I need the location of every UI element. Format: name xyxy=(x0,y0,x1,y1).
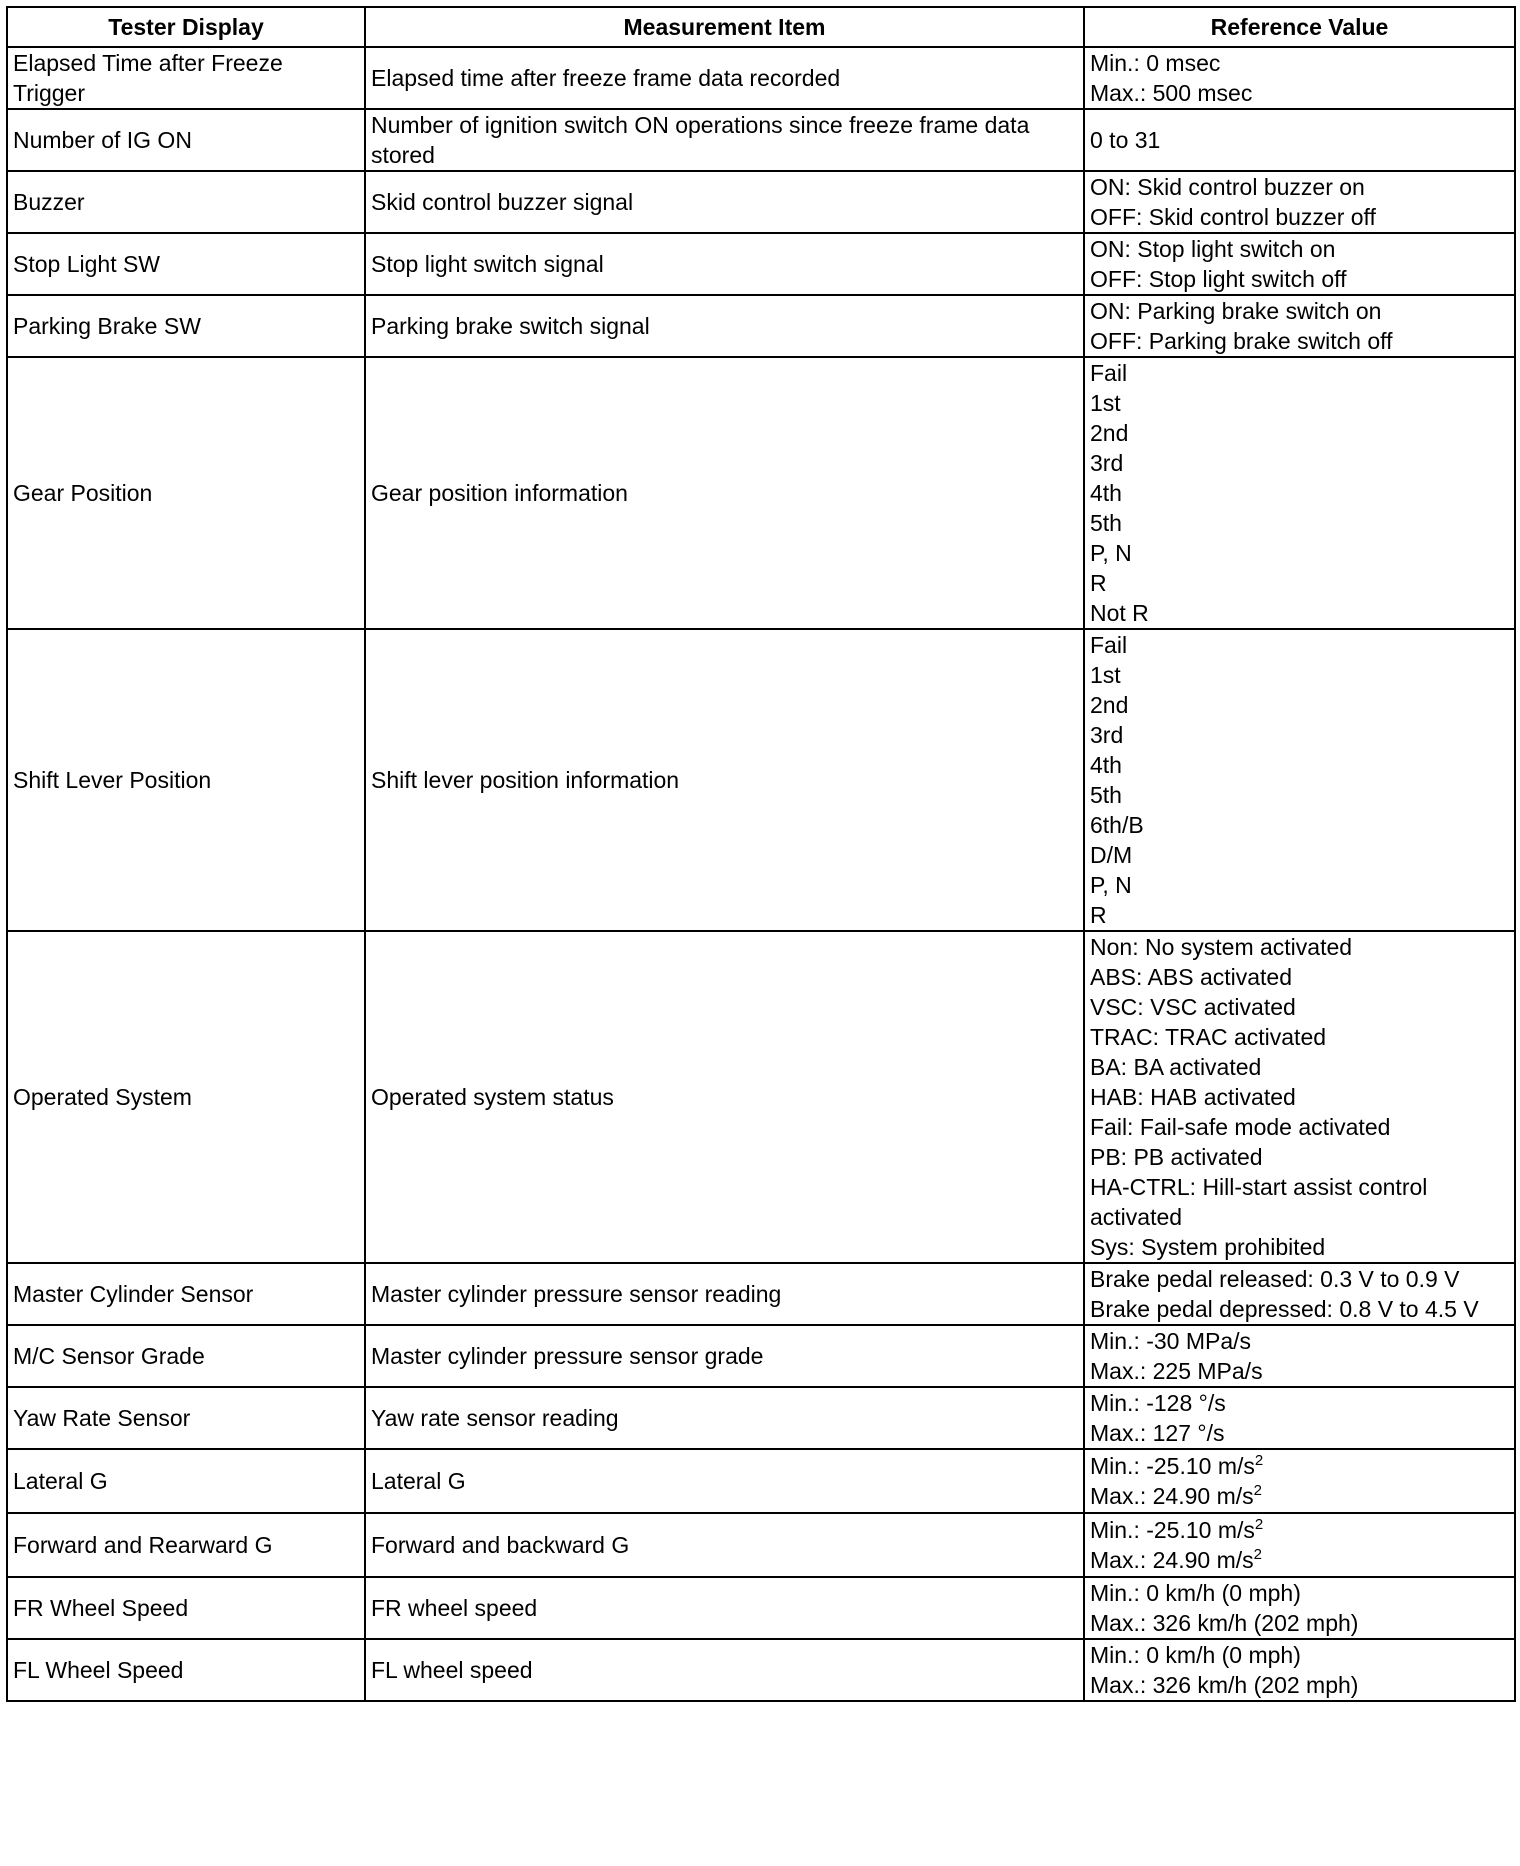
reference-line xyxy=(1090,660,1509,690)
reference-line xyxy=(1090,1578,1509,1608)
reference-line-text: OFF: Parking brake switch off xyxy=(1090,328,1393,354)
cell-reference-value xyxy=(1084,1387,1515,1449)
table-row xyxy=(7,295,1515,357)
reference-line xyxy=(1090,508,1509,538)
cell-measurement-item: Skid control buzzer signal xyxy=(365,171,1084,233)
cell-measurement-item: Stop light switch signal xyxy=(365,233,1084,295)
reference-line-text: Fail xyxy=(1090,632,1128,658)
cell-tester-display: Lateral G xyxy=(7,1449,365,1513)
cell-reference-value xyxy=(1084,233,1515,295)
reference-line xyxy=(1090,750,1509,780)
reference-line xyxy=(1090,1608,1509,1638)
cell-tester-display: FR Wheel Speed xyxy=(7,1577,365,1639)
cell-tester-display: Buzzer xyxy=(7,171,365,233)
reference-line-text: Min.: -25.10 m/s xyxy=(1090,1517,1255,1543)
cell-tester-display: Shift Lever Position xyxy=(7,629,365,931)
reference-line-text: Max.: 24.90 m/s xyxy=(1090,1547,1254,1573)
table-row xyxy=(7,1639,1515,1701)
data-list-table xyxy=(6,6,1516,1702)
cell-tester-display: Elapsed Time after Freeze Trigger xyxy=(7,47,365,109)
reference-line-text: 3rd xyxy=(1090,450,1124,476)
reference-line-text: Non: No system activated xyxy=(1090,934,1353,960)
reference-line xyxy=(1090,538,1509,568)
reference-line xyxy=(1090,932,1509,962)
reference-line-text: Fail: Fail-safe mode activated xyxy=(1090,1114,1391,1140)
reference-line-text: 1st xyxy=(1090,662,1121,688)
reference-line xyxy=(1090,1640,1509,1670)
reference-line-text: 0 to 31 xyxy=(1090,127,1161,153)
reference-line xyxy=(1090,1232,1509,1262)
reference-line xyxy=(1090,690,1509,720)
cell-measurement-item: Yaw rate sensor reading xyxy=(365,1387,1084,1449)
reference-line-text: 6th/B xyxy=(1090,812,1144,838)
reference-line-text: 1st xyxy=(1090,390,1121,416)
header-measurement-item: Measurement Item xyxy=(365,7,1084,47)
reference-line-text: Max.: 326 km/h (202 mph) xyxy=(1090,1672,1359,1698)
reference-line-text: Sys: System prohibited xyxy=(1090,1234,1326,1260)
cell-measurement-item: Parking brake switch signal xyxy=(365,295,1084,357)
reference-line xyxy=(1090,1202,1509,1232)
table-row xyxy=(7,1577,1515,1639)
cell-measurement-item: FR wheel speed xyxy=(365,1577,1084,1639)
reference-line xyxy=(1090,1356,1509,1386)
reference-line-text: R xyxy=(1090,902,1107,928)
table-row xyxy=(7,931,1515,1263)
cell-reference-value xyxy=(1084,295,1515,357)
reference-line-text: TRAC: TRAC activated xyxy=(1090,1024,1327,1050)
reference-line xyxy=(1090,125,1509,155)
cell-measurement-item: Shift lever position information xyxy=(365,629,1084,931)
reference-line xyxy=(1090,1515,1509,1545)
reference-line xyxy=(1090,1052,1509,1082)
reference-line xyxy=(1090,1264,1509,1294)
reference-line xyxy=(1090,992,1509,1022)
reference-line-text: PB: PB activated xyxy=(1090,1144,1263,1170)
reference-line-text: 5th xyxy=(1090,782,1122,808)
reference-line xyxy=(1090,1326,1509,1356)
unit-exponent: 2 xyxy=(1254,1516,1264,1533)
table-row xyxy=(7,109,1515,171)
reference-line-text: BA: BA activated xyxy=(1090,1054,1262,1080)
cell-reference-value xyxy=(1084,171,1515,233)
reference-line-text: 4th xyxy=(1090,752,1122,778)
reference-line xyxy=(1090,630,1509,660)
reference-line xyxy=(1090,962,1509,992)
table-body xyxy=(7,47,1515,1701)
reference-line xyxy=(1090,418,1509,448)
reference-line-text: OFF: Skid control buzzer off xyxy=(1090,204,1376,230)
reference-line xyxy=(1090,870,1509,900)
data-list-table-container xyxy=(6,6,1514,1702)
reference-line xyxy=(1090,358,1509,388)
cell-measurement-item: Forward and backward G xyxy=(365,1513,1084,1577)
header-reference-value: Reference Value xyxy=(1084,7,1515,47)
reference-line-text: HA-CTRL: Hill-start assist control xyxy=(1090,1174,1428,1200)
reference-line xyxy=(1090,296,1509,326)
reference-line xyxy=(1090,234,1509,264)
table-row xyxy=(7,357,1515,629)
cell-reference-value xyxy=(1084,931,1515,1263)
unit-exponent: 2 xyxy=(1253,1546,1262,1563)
reference-line xyxy=(1090,1545,1509,1575)
reference-line-text: Min.: -25.10 m/s xyxy=(1090,1453,1255,1479)
reference-line-text: Max.: 326 km/h (202 mph) xyxy=(1090,1610,1359,1636)
reference-line-text: Brake pedal released: 0.3 V to 0.9 V xyxy=(1090,1266,1460,1292)
cell-reference-value xyxy=(1084,1325,1515,1387)
reference-line-text: 5th xyxy=(1090,510,1122,536)
reference-line-text: ON: Parking brake switch on xyxy=(1090,298,1382,324)
reference-line-text: ABS: ABS activated xyxy=(1090,964,1293,990)
table-row xyxy=(7,1263,1515,1325)
table-row xyxy=(7,1513,1515,1577)
table-row xyxy=(7,171,1515,233)
reference-line xyxy=(1090,720,1509,750)
cell-tester-display: Forward and Rearward G xyxy=(7,1513,365,1577)
reference-line xyxy=(1090,1670,1509,1700)
table-header-row xyxy=(7,7,1515,47)
reference-line xyxy=(1090,1294,1509,1324)
reference-line xyxy=(1090,1172,1509,1202)
reference-line xyxy=(1090,202,1509,232)
cell-tester-display: FL Wheel Speed xyxy=(7,1639,365,1701)
reference-line-text: Fail xyxy=(1090,360,1128,386)
table-row xyxy=(7,629,1515,931)
reference-line xyxy=(1090,78,1509,108)
reference-line-text: Min.: 0 msec xyxy=(1090,50,1221,76)
reference-line xyxy=(1090,448,1509,478)
reference-line-text: 4th xyxy=(1090,480,1122,506)
cell-measurement-item: Operated system status xyxy=(365,931,1084,1263)
reference-line xyxy=(1090,326,1509,356)
cell-tester-display: Master Cylinder Sensor xyxy=(7,1263,365,1325)
reference-line-text: Min.: -30 MPa/s xyxy=(1090,1328,1252,1354)
reference-line xyxy=(1090,264,1509,294)
reference-line xyxy=(1090,1022,1509,1052)
cell-measurement-item: FL wheel speed xyxy=(365,1639,1084,1701)
table-row xyxy=(7,1325,1515,1387)
unit-exponent: 2 xyxy=(1254,1452,1264,1469)
reference-line-text: Brake pedal depressed: 0.8 V to 4.5 V xyxy=(1090,1296,1479,1322)
reference-line xyxy=(1090,810,1509,840)
cell-tester-display: Parking Brake SW xyxy=(7,295,365,357)
reference-line xyxy=(1090,568,1509,598)
cell-tester-display: Operated System xyxy=(7,931,365,1263)
unit-exponent: 2 xyxy=(1253,1482,1262,1499)
cell-tester-display: Gear Position xyxy=(7,357,365,629)
reference-line-text: D/M xyxy=(1090,842,1133,868)
reference-line-text: ON: Stop light switch on xyxy=(1090,236,1336,262)
cell-tester-display: Yaw Rate Sensor xyxy=(7,1387,365,1449)
cell-reference-value xyxy=(1084,1577,1515,1639)
table-row xyxy=(7,1387,1515,1449)
reference-line-text: P, N xyxy=(1090,872,1132,898)
cell-measurement-item: Gear position information xyxy=(365,357,1084,629)
reference-line xyxy=(1090,1481,1509,1511)
cell-measurement-item: Master cylinder pressure sensor reading xyxy=(365,1263,1084,1325)
cell-measurement-item: Master cylinder pressure sensor grade xyxy=(365,1325,1084,1387)
reference-line-text: Min.: 0 km/h (0 mph) xyxy=(1090,1642,1301,1668)
reference-line-text: VSC: VSC activated xyxy=(1090,994,1296,1020)
table-row xyxy=(7,1449,1515,1513)
header-tester-display: Tester Display xyxy=(7,7,365,47)
reference-line xyxy=(1090,1451,1509,1481)
reference-line xyxy=(1090,900,1509,930)
cell-reference-value xyxy=(1084,1263,1515,1325)
reference-line-text: R xyxy=(1090,570,1107,596)
cell-measurement-item: Lateral G xyxy=(365,1449,1084,1513)
cell-tester-display: M/C Sensor Grade xyxy=(7,1325,365,1387)
reference-line xyxy=(1090,840,1509,870)
table-row xyxy=(7,233,1515,295)
table-row xyxy=(7,47,1515,109)
reference-line xyxy=(1090,1112,1509,1142)
reference-line-text: 2nd xyxy=(1090,692,1129,718)
reference-line-text: Not R xyxy=(1090,600,1149,626)
cell-tester-display: Number of IG ON xyxy=(7,109,365,171)
cell-reference-value xyxy=(1084,1449,1515,1513)
reference-line-text: 3rd xyxy=(1090,722,1124,748)
cell-reference-value xyxy=(1084,1513,1515,1577)
reference-line xyxy=(1090,388,1509,418)
reference-line xyxy=(1090,1418,1509,1448)
reference-line-text: activated xyxy=(1090,1204,1183,1230)
cell-tester-display: Stop Light SW xyxy=(7,233,365,295)
reference-line-text: HAB: HAB activated xyxy=(1090,1084,1296,1110)
reference-line xyxy=(1090,1142,1509,1172)
cell-reference-value xyxy=(1084,47,1515,109)
cell-reference-value xyxy=(1084,629,1515,931)
cell-reference-value xyxy=(1084,357,1515,629)
cell-measurement-item: Number of ignition switch ON operations since freeze frame data stored xyxy=(365,109,1084,171)
reference-line xyxy=(1090,48,1509,78)
reference-line xyxy=(1090,598,1509,628)
cell-reference-value xyxy=(1084,109,1515,171)
reference-line xyxy=(1090,478,1509,508)
reference-line-text: OFF: Stop light switch off xyxy=(1090,266,1347,292)
reference-line-text: Max.: 24.90 m/s xyxy=(1090,1483,1254,1509)
cell-measurement-item: Elapsed time after freeze frame data recorded xyxy=(365,47,1084,109)
reference-line-text: Min.: -128 °/s xyxy=(1090,1390,1226,1416)
reference-line-text: ON: Skid control buzzer on xyxy=(1090,174,1365,200)
reference-line xyxy=(1090,1082,1509,1112)
reference-line xyxy=(1090,172,1509,202)
reference-line-text: P, N xyxy=(1090,540,1132,566)
cell-reference-value xyxy=(1084,1639,1515,1701)
reference-line-text: Max.: 127 °/s xyxy=(1090,1420,1225,1446)
reference-line-text: Max.: 500 msec xyxy=(1090,80,1253,106)
reference-line-text: Max.: 225 MPa/s xyxy=(1090,1358,1263,1384)
reference-line-text: Min.: 0 km/h (0 mph) xyxy=(1090,1580,1301,1606)
reference-line xyxy=(1090,1388,1509,1418)
reference-line-text: 2nd xyxy=(1090,420,1129,446)
reference-line xyxy=(1090,780,1509,810)
